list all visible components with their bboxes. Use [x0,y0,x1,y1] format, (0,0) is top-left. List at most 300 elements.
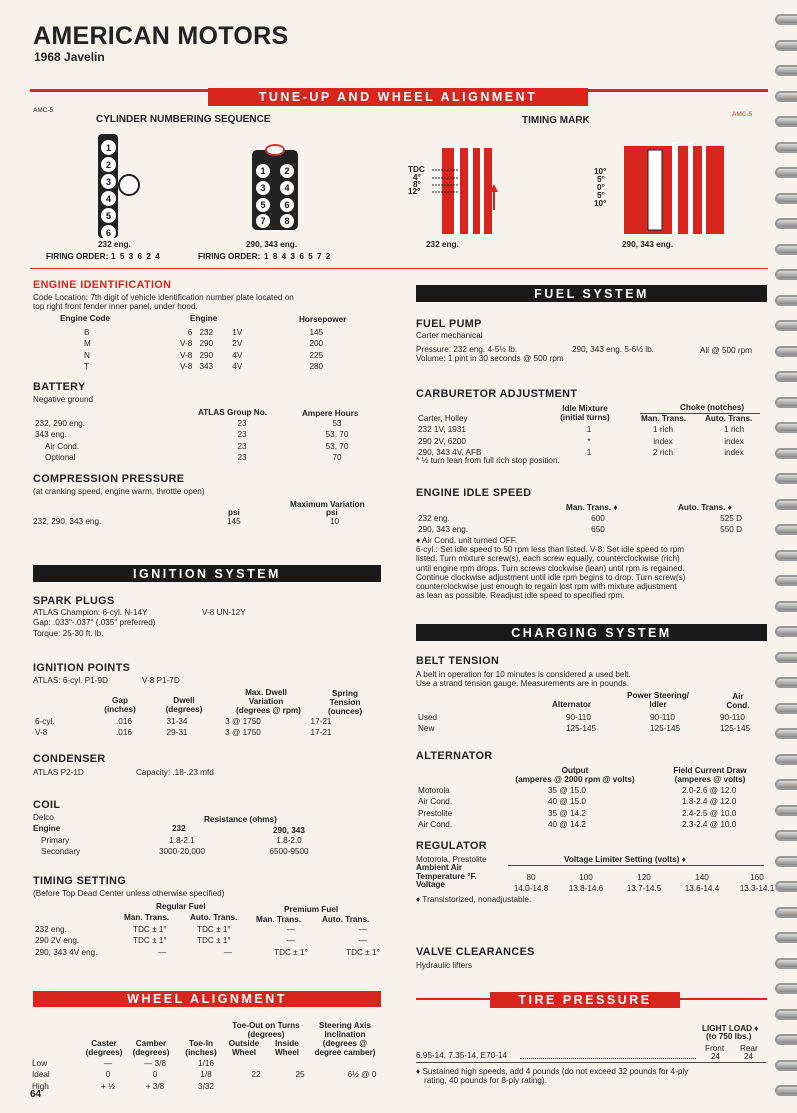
alignment-row-label: High [32,1081,49,1091]
toe-in-cell: 1/16 [198,1059,214,1068]
choke-auto-cell: 1 rich [723,425,745,435]
binding-ring [775,422,797,433]
alt-output-cell: 35 @ 14.2 [548,808,586,818]
coil-table [33,834,351,859]
header-line: Max. Dwell [245,688,287,697]
tire-pressure-label: TIRE PRESSURE [518,993,652,1007]
toe-in-header [180,1039,222,1057]
engine-code-cell: T [84,361,90,371]
timing-cell: — [286,925,296,934]
cylinder-number: 2 [280,164,294,178]
idle-note-line: 6-cyl.: Set idle speed to 50 rpm less than listed. V-8: Set idle speed to rpm [416,545,685,555]
coil-232-cell: 1.8-2.1 [169,836,195,845]
eight-cylinder-diagram [252,150,300,234]
timing-cell: — [358,936,368,946]
binding-ring [775,601,797,612]
alt-field-cell: 2.3-2.4 @ 10.0 [682,819,737,829]
cylinder-number: 6 [101,225,116,240]
header-line: (amperes @ 2000 rpm @ volts) [515,775,635,784]
fuel-pump-pressure-2: 290, 343 eng. 5-6½ lb. [572,345,654,354]
timing-auto-header: Auto. Trans. [190,913,238,922]
carb-cell: 4V [232,350,243,360]
idle-note-line: Continue clockwise adjustment until idle rpm begins to drop. Turn screw(s) [416,572,686,582]
toe-out-header [226,1021,306,1039]
cylinder-number: 4 [101,191,116,206]
reg-volt-cell: 14.0-14.8 [513,884,549,894]
page-code-left: AMC-5 [33,107,54,114]
timing-mark-4: 4° [413,173,421,182]
timing-mark-tdc: TDC [408,165,425,174]
cylinder-number: 2 [101,157,116,172]
table-row [506,873,782,882]
wheel-alignment-banner [33,991,381,1007]
reg-volt-cell: 13.8-14.6 [568,884,604,894]
header-line: Outside [228,1039,260,1048]
reg-volt-cell: 13.3-14.1 [739,884,775,894]
belt-ac-header [718,692,758,710]
idle-note-line: counterclockwise just enough to regain lost rpm with mixture adjustment [416,582,677,592]
binding-ring [775,448,797,459]
outside-wheel-header [224,1039,264,1057]
points-maxdwell-cell: 3 @ 1750 [225,717,261,726]
idle-man-header: Man. Trans. ♦ [566,503,618,512]
cylinder-number: 3 [256,181,270,195]
battery-row-label: Optional [45,452,76,462]
cylinder-number: 1 [256,164,270,178]
alt-row-label: Air Cond. [418,797,453,807]
binding-ring [775,652,797,663]
choke-auto-cell [702,414,766,423]
points-dwell-header [160,696,208,714]
ignition-points-title: IGNITION POINTS [33,662,131,674]
header-line: Steering Axis [318,1021,372,1030]
reg-temp-cell: 140 [695,873,709,882]
timing-mark-8: 8° [413,180,421,189]
table-row [35,948,403,957]
points-dwell-cell: 29-31 [166,728,188,738]
tire-rear-value: 24 [744,1052,754,1061]
compression-maxvar-psi-header: psi [326,508,338,517]
binding-ring [775,1060,797,1071]
ignition-system-banner [33,565,381,582]
tire-front-value: 24 [711,1052,721,1061]
header-line: Idler [649,700,667,709]
battery-group-cell: 23 [237,419,247,428]
cylinder-number: 5 [256,198,270,212]
timing-mark-5-btdc: 5° [597,175,605,184]
wheel-alignment-label: WHEEL ALIGNMENT [127,992,287,1006]
regulator-ambient-label: Ambient Air [416,863,463,872]
binding-ring [775,244,797,255]
alt-field-cell: 1.8-2.4 @ 12.0 [682,797,737,807]
binding-ring [775,575,797,586]
timing-cell: TDC ± 1° [133,925,167,934]
regulator-table [504,871,784,896]
header-line: Wheel [231,1048,257,1057]
alt-output-cell: 40 @ 14.2 [548,819,586,829]
toe-in-cell: 3/32 [198,1081,214,1091]
fuel-pump-title: FUEL PUMP [416,318,482,330]
header-line: (degrees @ [322,1039,368,1048]
fuel-system-banner [416,285,767,302]
cyl-cell: V-8 [180,350,193,360]
compression-maxvar-value: 10 [330,517,340,526]
tire-note-1: ♦ Sustained high speeds, add 4 pounds (do not exceed 32 pounds for 4-ply [416,1067,689,1076]
points-row-label: 6-cyl. [35,717,55,726]
header-line: Output [561,766,589,775]
table-row [32,1070,402,1079]
regulator-temperature-label: Temperature °F. [416,872,477,881]
header-line: Caster [91,1039,117,1048]
binding-ring [775,40,797,51]
binding-ring [775,65,797,76]
table-row [35,847,349,856]
cylinder-number: 1 [101,140,116,155]
binding-ring [775,193,797,204]
table-row [35,442,403,451]
compression-title: COMPRESSION PRESSURE [33,473,185,485]
compression-psi-value: 145 [227,517,241,526]
engine-code-location-2: top right front fender inner panel, under hood. [33,302,198,311]
sai-cell [322,1082,402,1091]
alt-row-label: Motorola [418,786,450,795]
alignment-row-label: Ideal [32,1070,50,1080]
cyl-cell: V-8 [180,339,193,349]
header-line: Wheel [274,1048,300,1057]
carb-row-label: Carter, Holley [418,414,468,423]
carb-row-label: 290 2V, 6200 [418,436,466,446]
timing-mark-10-atdc: 10° [594,199,607,208]
binding-ring [775,932,797,943]
header-line: degree camber) [314,1048,376,1057]
tire-pressure-banner [490,992,680,1008]
binding-ring [775,703,797,714]
carburetor-table [416,412,768,459]
fuel-pump-type: Carter mechanical [416,331,483,340]
timing-row-label: 290 2V eng. [35,936,80,946]
battery-title: BATTERY [33,381,86,393]
header-line: (degrees) [132,1048,170,1057]
engine-code-cell: N [84,350,90,360]
header-line: (degrees) [247,1030,285,1039]
binding-ring [775,958,797,969]
timing-table [33,923,405,959]
choke-auto-cell: index [724,436,744,446]
coil-290-cell: 6500-9500 [269,847,309,857]
coil-brand: Delco [33,813,54,822]
binding-ring [775,473,797,484]
engine-code-header: Engine Code [60,314,111,323]
regulator-title: REGULATOR [416,840,487,852]
page-model-subtitle: 1968 Javelin [34,50,105,64]
timing-premium-header: Premium Fuel [284,905,339,914]
displacement-cell: 232 [199,328,214,337]
binding-ring [775,550,797,561]
fuel-pump-rpm: All @ 500 rpm [700,346,752,355]
header-line: (inches) [185,1048,217,1057]
firing-order-label-2: FIRING ORDER: [198,252,261,261]
spark-plugs-atlas-v8: V-8 UN-12Y [202,608,246,617]
cylinder-number: 4 [280,181,294,195]
timing-cell: TDC ± 1° [197,936,231,946]
header-line: Air [732,692,744,701]
points-maxdwell-cell: 3 @ 1750 [225,728,261,738]
table-row [418,786,762,795]
timing-auto-premium-header: Auto. Trans. [322,915,370,924]
belt-row-label: New [418,724,435,734]
binding-ring [775,371,797,382]
table-row [32,1082,402,1091]
choke-man-cell: 1 rich [652,425,674,435]
reg-temp-cell: 120 [637,873,651,882]
battery-table [33,417,405,464]
choke-auto-header: Auto. Trans. [705,414,753,423]
tire-note-2: rating, 40 pounds for 8-ply rating). [424,1076,547,1085]
valve-clearances-title: VALVE CLEARANCES [416,946,535,958]
binding-ring [775,805,797,816]
belt-ac-cell: 125-145 [720,724,751,734]
timing-man-header: Man. Trans. [124,913,170,922]
alt-row-label: Prestolite [418,808,453,818]
points-row-label: V-8 [35,728,48,738]
tune-up-banner [208,88,588,106]
header-line: Cond. [726,701,750,710]
coil-engine-header: Engine [33,824,61,833]
timing-cell: — [286,936,296,946]
binding-ring [775,269,797,280]
idle-auto-cell: 550 D [720,525,742,535]
table-row [35,925,403,934]
idle-note-line: as lean as possible. Readjust idle speed to specified rpm. [416,591,625,601]
spark-plugs-title: SPARK PLUGS [33,595,115,607]
table-row [84,351,376,360]
cyl-cell: V-8 [180,361,193,371]
binding-ring [775,142,797,153]
binding-ring [775,779,797,790]
battery-amp-cell: 70 [332,452,342,462]
table-row [35,728,362,737]
choke-man-cell: index [653,436,673,446]
alternator-table [416,784,764,831]
coil-232-header: 232 [172,824,186,833]
ignition-points-table [33,715,364,740]
binding-ring [775,626,797,637]
carb-row-label: 232 1V, 1931 [418,425,466,435]
header-line: Field Current Draw [673,766,747,775]
table-row [418,425,766,434]
inside-cell [280,1059,320,1068]
six-cylinder-diagram [94,134,148,240]
charging-system-label: CHARGING SYSTEM [511,625,672,640]
alignment-row-label: Low [32,1059,48,1068]
header-line: Gap [112,696,128,705]
camber-cell: — 3/8 [144,1059,166,1068]
cylinder-sequence-title: CYLINDER NUMBERING SEQUENCE [96,114,271,125]
idle-note-line: listed. Turn mixture screw(s), each screw equally, counterclockwise (rich) [416,554,680,564]
table-row [418,525,742,534]
header-line: Spring [332,689,358,698]
coil-row-label: Secondary [41,847,81,857]
points-gap-cell: .016 [116,728,132,738]
timing-mark-5-atdc: 5° [597,191,605,200]
alt-output-cell: 35 @ 15.0 [548,786,586,795]
caster-cell: + ½ [101,1081,115,1091]
table-row [35,836,349,845]
binding-ring [775,116,797,127]
alternator-title: ALTERNATOR [416,750,493,762]
header-line: Power Steering/ [627,691,689,700]
binding-ring [775,856,797,867]
timing-cell: TDC ± 1° [197,925,231,934]
engine-identification-title: ENGINE IDENTIFICATION [33,279,172,291]
compression-maxvar-header: Maximum Variation [290,500,365,509]
belt-alt-cell: 125-145 [566,724,597,734]
table-row [418,797,762,806]
idle-note-line: until engine rpm drops. Turn screws clockwise (lean) until rpm is regained. [416,563,685,573]
points-dwell-cell: 31-34 [166,717,188,726]
table-row [84,362,376,371]
alt-field-cell: 2.0-2.6 @ 12.0 [682,786,737,795]
camber-cell: 0 [152,1070,158,1080]
alt-output-cell: 40 @ 15.0 [548,797,586,807]
idle-mix-cell: 1 [586,447,592,457]
reg-temp-cell: 80 [526,873,536,882]
inside-wheel-header [268,1039,306,1057]
table-row [418,724,770,733]
table-row [35,936,403,945]
header-line: Inside [275,1039,299,1048]
carb-cell: 2V [232,339,243,349]
table-row [35,453,403,462]
binding-ring [775,295,797,306]
table-row [418,809,762,818]
horsepower-header: Horsepower [299,315,347,324]
table-row [418,820,762,829]
outside-cell [234,1082,278,1091]
compression-psi-header: psi [228,508,240,517]
binding-ring [775,346,797,357]
table-row [418,514,742,523]
header-line: Tension [329,698,361,707]
header-line: (inches) [104,705,136,714]
cylinder-number: 7 [256,214,270,228]
table-row [84,328,376,337]
belt-ps-cell: 90-110 [650,713,675,722]
coil-232-cell: 3000-20,000 [159,847,205,857]
carb-cell: 1V [232,328,243,337]
coil-290-cell: 1.8-2.0 [276,836,302,845]
belt-tension-title: BELT TENSION [416,655,500,667]
cyl-cell: 6 [187,328,193,337]
belt-ac-cell: 90-110 [720,713,745,722]
choke-auto-cell: index [724,447,744,457]
points-gap-header [98,696,142,714]
diagram-caption-timing-290-343: 290, 343 eng. [622,240,673,249]
cylinder-number: 8 [280,214,294,228]
timing-cell: — [223,947,233,957]
wheel-alignment-table [30,1057,404,1093]
binding-ring [775,91,797,102]
idle-row-label: 232 eng. [418,514,450,523]
tire-leader-dots [520,1058,696,1059]
idle-mix-cell: 1 [586,425,592,435]
tire-rear-header: Rear [740,1044,758,1053]
engine-id-table [82,326,378,373]
camber-header [128,1039,174,1057]
hp-cell: 225 [309,350,324,360]
section-divider [30,268,768,269]
binding-ring [775,397,797,408]
timing-pulley-drawing [600,140,730,240]
binding-ring [775,524,797,535]
idle-auto-cell: 525 D [720,514,742,523]
engine-code-cell: M [84,339,91,349]
engine-header: Engine [190,314,218,323]
binding-ring [775,167,797,178]
points-spring-cell: 17-21 [310,717,332,726]
outside-cell: 22 [251,1070,261,1080]
binding-ring [775,499,797,510]
reg-temp-cell: 160 [750,873,764,882]
cylinder-number: 6 [280,198,294,212]
points-spring-header [320,689,370,716]
charging-system-banner [416,624,767,641]
idle-note-line: ♦ Air Cond. unit turned OFF. [416,536,518,545]
timing-mark-diagram-290-343 [600,140,730,240]
table-row [84,339,376,348]
tire-light-load-header: LIGHT LOAD ♦ [702,1024,759,1033]
regulator-note: ♦ Transistorized, nonadjustable. [416,895,532,904]
inside-cell: 25 [295,1070,305,1080]
steering-axis-header [310,1021,380,1057]
header-line: (amperes @ volts) [674,775,746,784]
idle-row-label: 290, 343 eng. [418,525,469,535]
belt-ps-header [618,691,698,709]
reg-volt-cell: 13.7-14.5 [626,884,662,894]
belt-tension-line-2: Use a strand tension gauge. Measurements are in pounds. [416,679,630,688]
binding-ring [775,1034,797,1045]
displacement-cell: 343 [199,361,214,371]
displacement-cell: 290 [199,350,214,360]
timing-cell: TDC ± 1° [133,936,167,946]
page-code-right: AMC-5 [732,111,753,118]
tire-front-header: Front [705,1044,725,1053]
diagram-caption-290-343: 290, 343 eng. [246,240,297,249]
firing-order-6: 1 5 3 6 2 4 [111,252,161,261]
timing-mark-10-btdc: 10° [594,167,607,176]
camber-cell: + 3/8 [145,1081,165,1091]
battery-row-label: 343 eng. [35,430,67,440]
timing-cell: — [157,947,167,957]
timing-mark-0: 0° [597,183,605,192]
timing-man-premium-header: Man. Trans. [256,915,302,924]
binding-ring [775,1009,797,1020]
binding-ring [775,830,797,841]
binding-ring [775,983,797,994]
cylinder-number: 5 [101,208,116,223]
idle-mix-cell [554,414,624,423]
table-row [506,884,782,893]
binding-ring [775,754,797,765]
idle-speed-title: ENGINE IDLE SPEED [416,487,532,499]
battery-ampere-header: Ampere Hours [302,409,359,418]
choke-header: Choke (notches) [680,403,745,412]
engine-code-cell: B [84,328,90,337]
header-line: Idle Mixture [562,404,608,413]
caster-cell: — [103,1059,113,1068]
idle-man-cell: 650 [591,525,605,535]
reg-temp-cell: 100 [579,873,593,882]
